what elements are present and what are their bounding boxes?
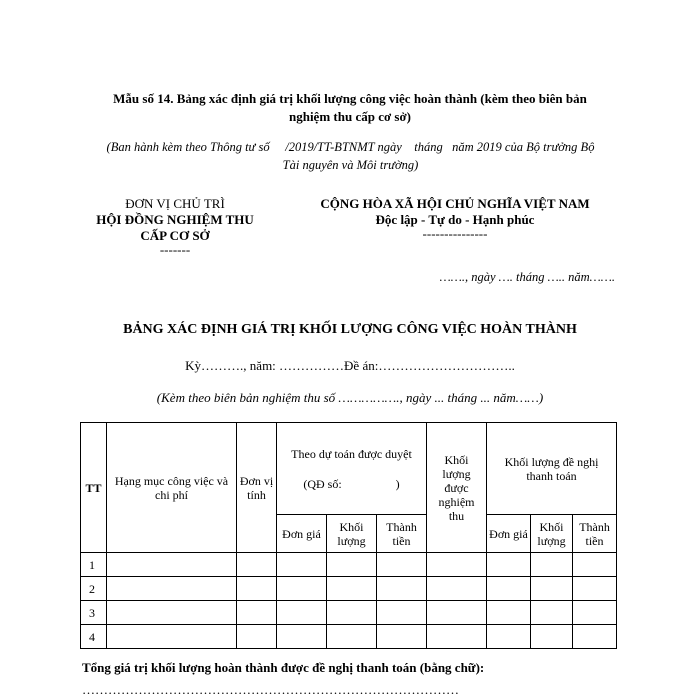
form-title-line1: Mẫu số 14. Bảng xác định giá trị khối lượng công việc hoàn thành (kèm theo biên bản [113, 91, 587, 106]
row-number: 3 [81, 601, 107, 625]
estimate-group-line1: Theo dự toán được duyệt [291, 446, 412, 461]
organization-block [85, 196, 265, 256]
total-value-label: Tổng giá trị khối lượng hoàn thành được đề nghị thanh toán (bằng chữ): [82, 660, 485, 675]
org-line2: HỘI ĐỒNG NGHIỆM THU [96, 212, 254, 227]
issued-line2: Tài nguyên và Môi trường) [282, 158, 419, 172]
issued-note [78, 138, 623, 174]
org-line1: ĐƠN VỊ CHỦ TRÌ [125, 196, 225, 211]
date-line: ……., ngày …. tháng ….. năm……. [439, 270, 615, 284]
country-name: CỘNG HÒA XÃ HỘI CHỦ NGHĨA VIỆT NAM [320, 196, 590, 211]
form-title [95, 90, 605, 126]
col-tt-header: TT [81, 423, 107, 553]
table-row [81, 553, 617, 577]
col-accepted-header: Khối lượng được nghiệm thu [427, 423, 487, 553]
motto-separator: --------------- [422, 226, 488, 241]
col-item-header: Hạng mục công việc và chi phí [107, 423, 237, 553]
table-row [81, 625, 617, 649]
estimate-group-header [277, 423, 427, 515]
attachment-line: (Kèm theo biên bản nghiệm thu số ……………., ngày ... tháng ... năm……) [156, 390, 544, 405]
table-row [81, 601, 617, 625]
row-number: 2 [81, 577, 107, 601]
sub-amount-2: Thành tiền [573, 515, 617, 553]
sub-unit-price: Đơn giá [277, 515, 327, 553]
period-project-line: Kỳ………., năm: ……………Đề án:………………………….. [185, 358, 515, 373]
national-motto: Độc lập - Tự do - Hạnh phúc [375, 212, 535, 227]
sub-quantity-2: Khối lượng [531, 515, 573, 553]
estimate-group-line2: (QĐ số: ) [303, 476, 400, 491]
main-title: BẢNG XÁC ĐỊNH GIÁ TRỊ KHỐI LƯỢNG CÔNG VIỆC HOÀN THÀNH [123, 322, 577, 337]
form-title-line2: nghiệm thu cấp cơ sở) [288, 109, 411, 124]
org-line3: CẤP CƠ SỞ [140, 228, 210, 243]
col-unit-header: Đơn vị tính [237, 423, 277, 553]
value-table [80, 422, 617, 649]
sub-unit-price-2: Đơn giá [487, 515, 531, 553]
sub-quantity: Khối lượng [327, 515, 377, 553]
row-number: 1 [81, 553, 107, 577]
org-separator: ------- [159, 242, 191, 257]
issued-line1: (Ban hành kèm theo Thông tư số /2019/TT-BTNMT ngày tháng năm 2019 của Bộ trưởng Bộ [106, 140, 595, 154]
total-value-dots: …………………………………………………………………………… [82, 682, 459, 697]
national-header [290, 196, 620, 240]
row-number: 4 [81, 625, 107, 649]
proposed-group-header: Khối lượng đề nghị thanh toán [487, 423, 617, 515]
table-row [81, 577, 617, 601]
sub-amount: Thành tiền [377, 515, 427, 553]
